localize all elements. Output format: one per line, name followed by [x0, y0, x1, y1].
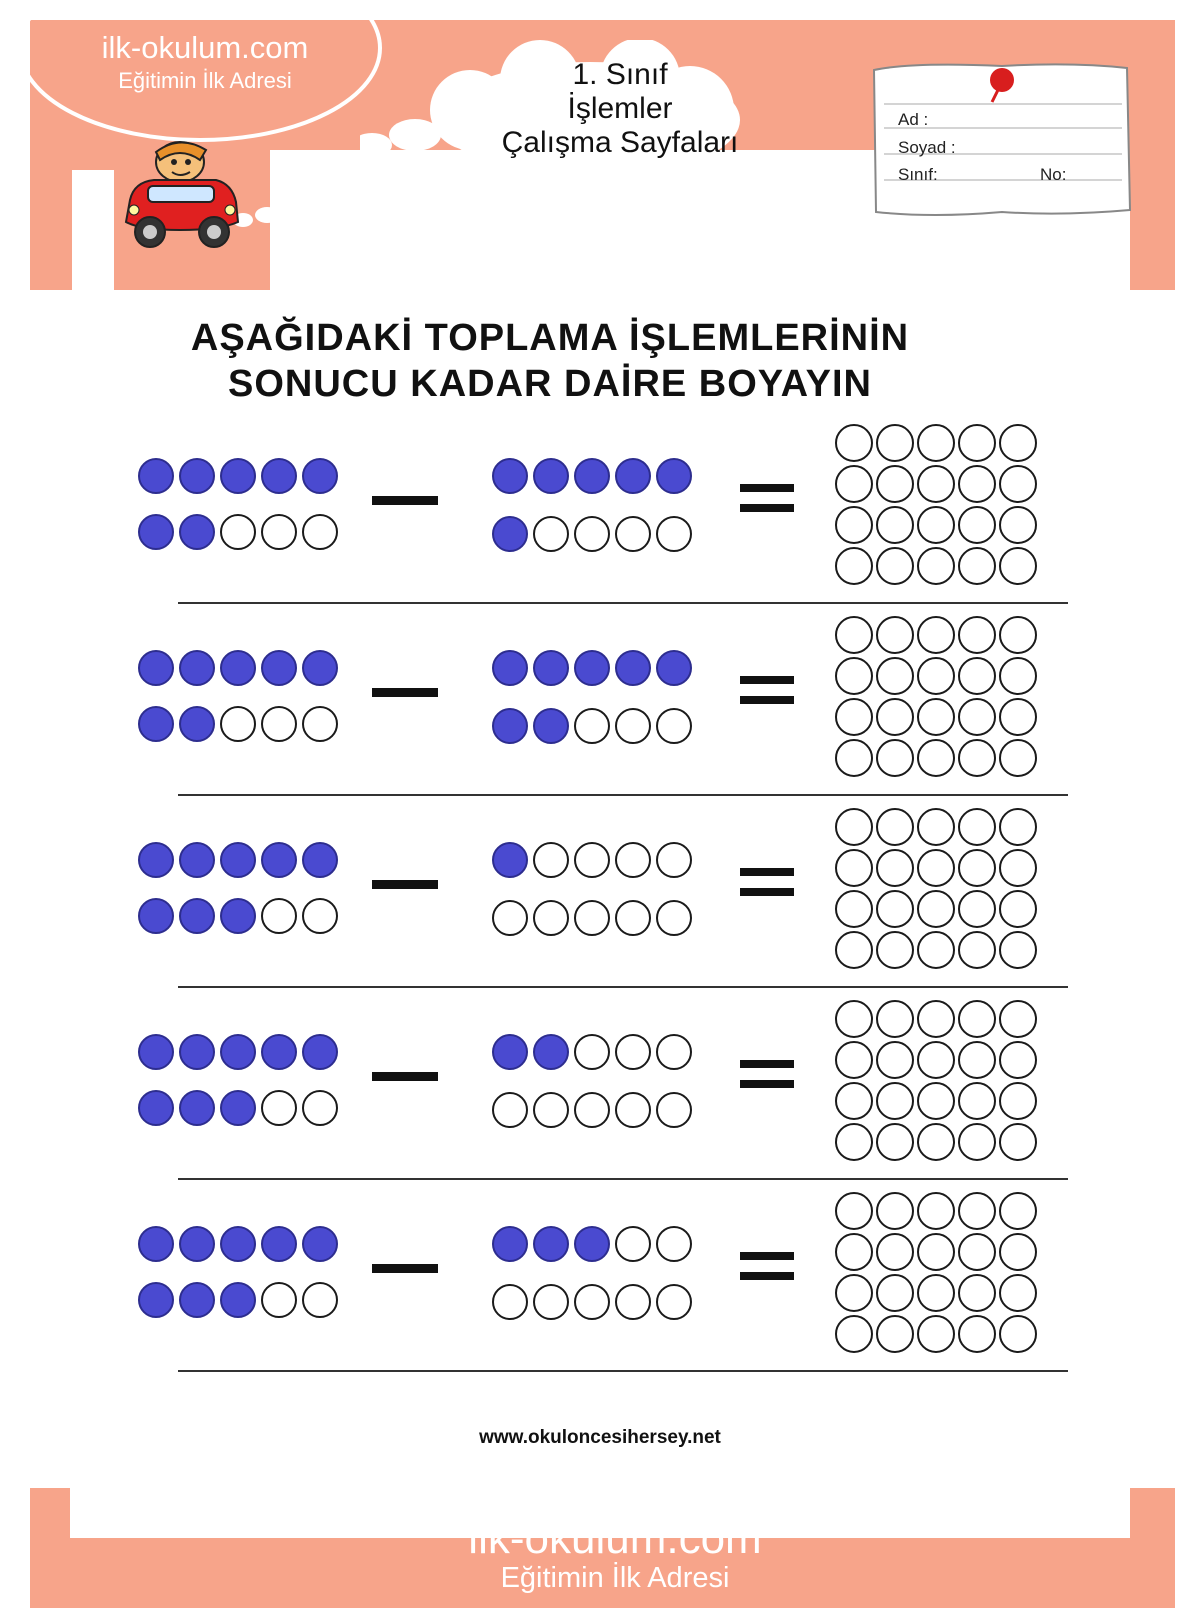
filled-circle: [533, 650, 569, 686]
empty-circle: [615, 1034, 651, 1070]
answer-circle[interactable]: [999, 1041, 1037, 1079]
answer-circle[interactable]: [999, 424, 1037, 462]
empty-circle: [302, 514, 338, 550]
logo-tagline: Eğitimin İlk Adresi: [118, 68, 292, 93]
empty-circle: [574, 516, 610, 552]
filled-circle: [138, 1282, 174, 1318]
filled-circle: [138, 706, 174, 742]
answer-circle[interactable]: [835, 1315, 873, 1353]
answer-circle[interactable]: [917, 1000, 955, 1038]
answer-circle[interactable]: [835, 657, 873, 695]
title-pages: Çalışma Sayfaları: [501, 126, 739, 159]
answer-circle[interactable]: [876, 657, 914, 695]
answer-circle[interactable]: [958, 465, 996, 503]
answer-circle[interactable]: [917, 1192, 955, 1230]
answer-circle[interactable]: [835, 1233, 873, 1271]
minus-sign: [372, 688, 438, 697]
answer-circle[interactable]: [999, 1123, 1037, 1161]
filled-circle: [533, 1034, 569, 1070]
filled-circle: [220, 842, 256, 878]
answer-circle[interactable]: [958, 616, 996, 654]
answer-circle[interactable]: [999, 739, 1037, 777]
filled-circle: [179, 842, 215, 878]
answer-circle[interactable]: [876, 1274, 914, 1312]
answer-circle[interactable]: [876, 931, 914, 969]
answer-circle[interactable]: [917, 1315, 955, 1353]
answer-circle[interactable]: [917, 1233, 955, 1271]
answer-circle[interactable]: [835, 1082, 873, 1120]
filled-circle: [492, 708, 528, 744]
answer-circle[interactable]: [876, 890, 914, 928]
filled-circle: [179, 1282, 215, 1318]
filled-circle: [179, 898, 215, 934]
empty-circle: [220, 706, 256, 742]
filled-circle: [138, 650, 174, 686]
row-divider: [178, 986, 1068, 988]
exercise-row: [0, 430, 1200, 630]
filled-circle: [302, 1034, 338, 1070]
answer-circle[interactable]: [958, 808, 996, 846]
answer-circle[interactable]: [999, 808, 1037, 846]
answer-circle[interactable]: [958, 1315, 996, 1353]
row-divider: [178, 1370, 1068, 1372]
filled-circle: [220, 1282, 256, 1318]
answer-circle[interactable]: [917, 1274, 955, 1312]
filled-circle: [492, 1034, 528, 1070]
empty-circle: [656, 1092, 692, 1128]
footer-url: www.okuloncesihersey.net: [479, 1427, 721, 1448]
filled-circle: [533, 708, 569, 744]
filled-circle: [220, 650, 256, 686]
answer-circle[interactable]: [917, 1082, 955, 1120]
equals-sign-bar: [740, 676, 794, 684]
filled-circle: [492, 1226, 528, 1262]
filled-circle: [533, 458, 569, 494]
filled-circle: [220, 1226, 256, 1262]
answer-circle[interactable]: [835, 808, 873, 846]
answer-circle[interactable]: [958, 506, 996, 544]
worksheet-title: [455, 58, 785, 160]
filled-circle: [656, 458, 692, 494]
filled-circle: [615, 458, 651, 494]
row-divider: [178, 794, 1068, 796]
equals-sign-bar: [740, 1272, 794, 1280]
answer-circle[interactable]: [917, 465, 955, 503]
empty-circle: [615, 842, 651, 878]
answer-circle[interactable]: [835, 890, 873, 928]
answer-circle[interactable]: [917, 849, 955, 887]
filled-circle: [179, 1226, 215, 1262]
filled-circle: [492, 516, 528, 552]
filled-circle: [138, 1034, 174, 1070]
name-label: Ad :: [898, 110, 929, 129]
empty-circle: [656, 900, 692, 936]
answer-circle[interactable]: [835, 931, 873, 969]
answer-circle[interactable]: [999, 1082, 1037, 1120]
filled-circle: [138, 1090, 174, 1126]
answer-circle[interactable]: [835, 547, 873, 585]
answer-circle[interactable]: [917, 657, 955, 695]
filled-circle: [574, 650, 610, 686]
answer-circle[interactable]: [876, 1233, 914, 1271]
equals-sign-bar: [740, 484, 794, 492]
answer-circle[interactable]: [999, 1315, 1037, 1353]
equals-sign-bar: [740, 696, 794, 704]
empty-circle: [574, 1284, 610, 1320]
answer-circle[interactable]: [999, 547, 1037, 585]
answer-circle[interactable]: [917, 616, 955, 654]
logo-site-name: ilk-okulum.com: [101, 30, 309, 65]
answer-circle[interactable]: [917, 547, 955, 585]
filled-circle: [138, 514, 174, 550]
answer-circle[interactable]: [876, 849, 914, 887]
answer-circle[interactable]: [876, 1000, 914, 1038]
empty-circle: [615, 516, 651, 552]
empty-circle: [261, 1090, 297, 1126]
empty-circle: [574, 842, 610, 878]
filled-circle: [138, 842, 174, 878]
filled-circle: [179, 458, 215, 494]
answer-circle[interactable]: [999, 506, 1037, 544]
surname-label: Soyad :: [898, 138, 956, 157]
empty-circle: [492, 1284, 528, 1320]
title-topic: İşlemler: [567, 92, 673, 125]
answer-circle[interactable]: [835, 616, 873, 654]
footer-tagline: Eğitimin İlk Adresi: [500, 1562, 730, 1594]
filled-circle: [615, 650, 651, 686]
answer-circle[interactable]: [958, 931, 996, 969]
filled-circle: [261, 458, 297, 494]
empty-circle: [492, 900, 528, 936]
exercise-row: [0, 814, 1200, 1014]
empty-circle: [656, 1226, 692, 1262]
empty-circle: [492, 1092, 528, 1128]
empty-circle: [261, 898, 297, 934]
filled-circle: [492, 650, 528, 686]
filled-circle: [492, 458, 528, 494]
answer-circle[interactable]: [835, 1192, 873, 1230]
empty-circle: [302, 1090, 338, 1126]
filled-circle: [656, 650, 692, 686]
answer-circle[interactable]: [917, 931, 955, 969]
answer-circle[interactable]: [999, 1192, 1037, 1230]
answer-circle[interactable]: [876, 1082, 914, 1120]
answer-circle[interactable]: [876, 739, 914, 777]
filled-circle: [179, 650, 215, 686]
answer-circle[interactable]: [917, 808, 955, 846]
class-label: Sınıf:: [898, 165, 938, 184]
answer-circle[interactable]: [999, 931, 1037, 969]
minus-sign: [372, 496, 438, 505]
empty-circle: [656, 842, 692, 878]
answer-circle[interactable]: [917, 506, 955, 544]
answer-circle[interactable]: [958, 849, 996, 887]
answer-circle[interactable]: [958, 1123, 996, 1161]
filled-circle: [261, 1226, 297, 1262]
filled-circle: [574, 458, 610, 494]
answer-circle[interactable]: [999, 616, 1037, 654]
empty-circle: [261, 1282, 297, 1318]
empty-circle: [615, 900, 651, 936]
filled-circle: [302, 458, 338, 494]
empty-circle: [533, 900, 569, 936]
empty-circle: [574, 1092, 610, 1128]
empty-circle: [615, 708, 651, 744]
answer-circle[interactable]: [917, 424, 955, 462]
filled-circle: [179, 514, 215, 550]
answer-circle[interactable]: [999, 1000, 1037, 1038]
filled-circle: [220, 1034, 256, 1070]
empty-circle: [261, 706, 297, 742]
push-pin-icon: [990, 68, 1014, 92]
empty-circle: [656, 1284, 692, 1320]
empty-circle: [574, 1034, 610, 1070]
answer-circle[interactable]: [876, 1192, 914, 1230]
answer-circle[interactable]: [835, 424, 873, 462]
filled-circle: [220, 898, 256, 934]
answer-circle[interactable]: [958, 547, 996, 585]
instruction-line-1: AŞAĞIDAKİ TOPLAMA İŞLEMLERİNİN: [190, 317, 910, 359]
answer-circle[interactable]: [876, 465, 914, 503]
answer-circle[interactable]: [876, 808, 914, 846]
equals-sign-bar: [740, 504, 794, 512]
answer-circle[interactable]: [835, 1000, 873, 1038]
answer-circle[interactable]: [958, 1274, 996, 1312]
answer-circle[interactable]: [999, 657, 1037, 695]
equals-sign-bar: [740, 1252, 794, 1260]
empty-circle: [574, 708, 610, 744]
answer-circle[interactable]: [835, 739, 873, 777]
answer-circle[interactable]: [876, 424, 914, 462]
answer-circle[interactable]: [835, 1041, 873, 1079]
exercise-row: [0, 622, 1200, 822]
empty-circle: [656, 1034, 692, 1070]
title-grade: 1. Sınıf: [572, 58, 668, 91]
answer-circle[interactable]: [958, 1233, 996, 1271]
answer-circle[interactable]: [876, 506, 914, 544]
equals-sign-bar: [740, 1060, 794, 1068]
empty-circle: [615, 1092, 651, 1128]
answer-circle[interactable]: [999, 698, 1037, 736]
answer-circle[interactable]: [917, 1041, 955, 1079]
answer-circle[interactable]: [917, 890, 955, 928]
answer-circle[interactable]: [835, 1274, 873, 1312]
filled-circle: [302, 1226, 338, 1262]
minus-sign: [372, 1264, 438, 1273]
equals-sign-bar: [740, 868, 794, 876]
empty-circle: [533, 842, 569, 878]
footer-site-name: ilk-okulum.com: [468, 1514, 762, 1563]
answer-circle[interactable]: [835, 465, 873, 503]
minus-sign: [372, 1072, 438, 1081]
equals-sign-bar: [740, 888, 794, 896]
answer-circle[interactable]: [999, 1274, 1037, 1312]
answer-circle[interactable]: [835, 1123, 873, 1161]
empty-circle: [615, 1226, 651, 1262]
answer-circle[interactable]: [958, 1000, 996, 1038]
filled-circle: [179, 1090, 215, 1126]
empty-circle: [302, 706, 338, 742]
equals-sign-bar: [740, 1080, 794, 1088]
answer-circle[interactable]: [958, 739, 996, 777]
answer-circle[interactable]: [958, 890, 996, 928]
answer-circle[interactable]: [999, 849, 1037, 887]
answer-circle[interactable]: [876, 616, 914, 654]
answer-circle[interactable]: [876, 547, 914, 585]
filled-circle: [179, 706, 215, 742]
row-divider: [178, 1178, 1068, 1180]
filled-circle: [220, 458, 256, 494]
filled-circle: [220, 1090, 256, 1126]
answer-circle[interactable]: [876, 698, 914, 736]
answer-circle[interactable]: [999, 1233, 1037, 1271]
empty-circle: [302, 1282, 338, 1318]
empty-circle: [656, 708, 692, 744]
minus-sign: [372, 880, 438, 889]
answer-circle[interactable]: [835, 698, 873, 736]
answer-circle[interactable]: [835, 506, 873, 544]
empty-circle: [533, 516, 569, 552]
filled-circle: [302, 650, 338, 686]
answer-circle[interactable]: [876, 1123, 914, 1161]
filled-circle: [492, 842, 528, 878]
cartoon-car-illustration: [120, 140, 245, 255]
answer-circle[interactable]: [917, 698, 955, 736]
answer-circle[interactable]: [958, 424, 996, 462]
filled-circle: [138, 1226, 174, 1262]
empty-circle: [656, 516, 692, 552]
number-label: No:: [1040, 165, 1067, 184]
answer-circle[interactable]: [958, 657, 996, 695]
filled-circle: [179, 1034, 215, 1070]
answer-circle[interactable]: [958, 1041, 996, 1079]
answer-circle[interactable]: [876, 1041, 914, 1079]
instruction-heading: [100, 315, 1000, 407]
exercise-row: [0, 1006, 1200, 1206]
filled-circle: [138, 898, 174, 934]
answer-circle[interactable]: [958, 698, 996, 736]
empty-circle: [261, 514, 297, 550]
answer-circle[interactable]: [917, 1123, 955, 1161]
answer-circle[interactable]: [999, 465, 1037, 503]
answer-circle[interactable]: [958, 1192, 996, 1230]
instruction-line-2: SONUCU KADAR DAİRE BOYAYIN: [228, 363, 872, 405]
empty-circle: [302, 898, 338, 934]
filled-circle: [261, 650, 297, 686]
filled-circle: [302, 842, 338, 878]
answer-circle[interactable]: [917, 739, 955, 777]
filled-circle: [138, 458, 174, 494]
filled-circle: [574, 1226, 610, 1262]
answer-circle[interactable]: [958, 1082, 996, 1120]
empty-circle: [615, 1284, 651, 1320]
answer-circle[interactable]: [835, 849, 873, 887]
empty-circle: [574, 900, 610, 936]
empty-circle: [533, 1092, 569, 1128]
empty-circle: [220, 514, 256, 550]
filled-circle: [261, 842, 297, 878]
row-divider: [178, 602, 1068, 604]
filled-circle: [261, 1034, 297, 1070]
empty-circle: [533, 1284, 569, 1320]
answer-circle[interactable]: [876, 1315, 914, 1353]
filled-circle: [533, 1226, 569, 1262]
answer-circle[interactable]: [999, 890, 1037, 928]
exercise-row: [0, 1198, 1200, 1398]
